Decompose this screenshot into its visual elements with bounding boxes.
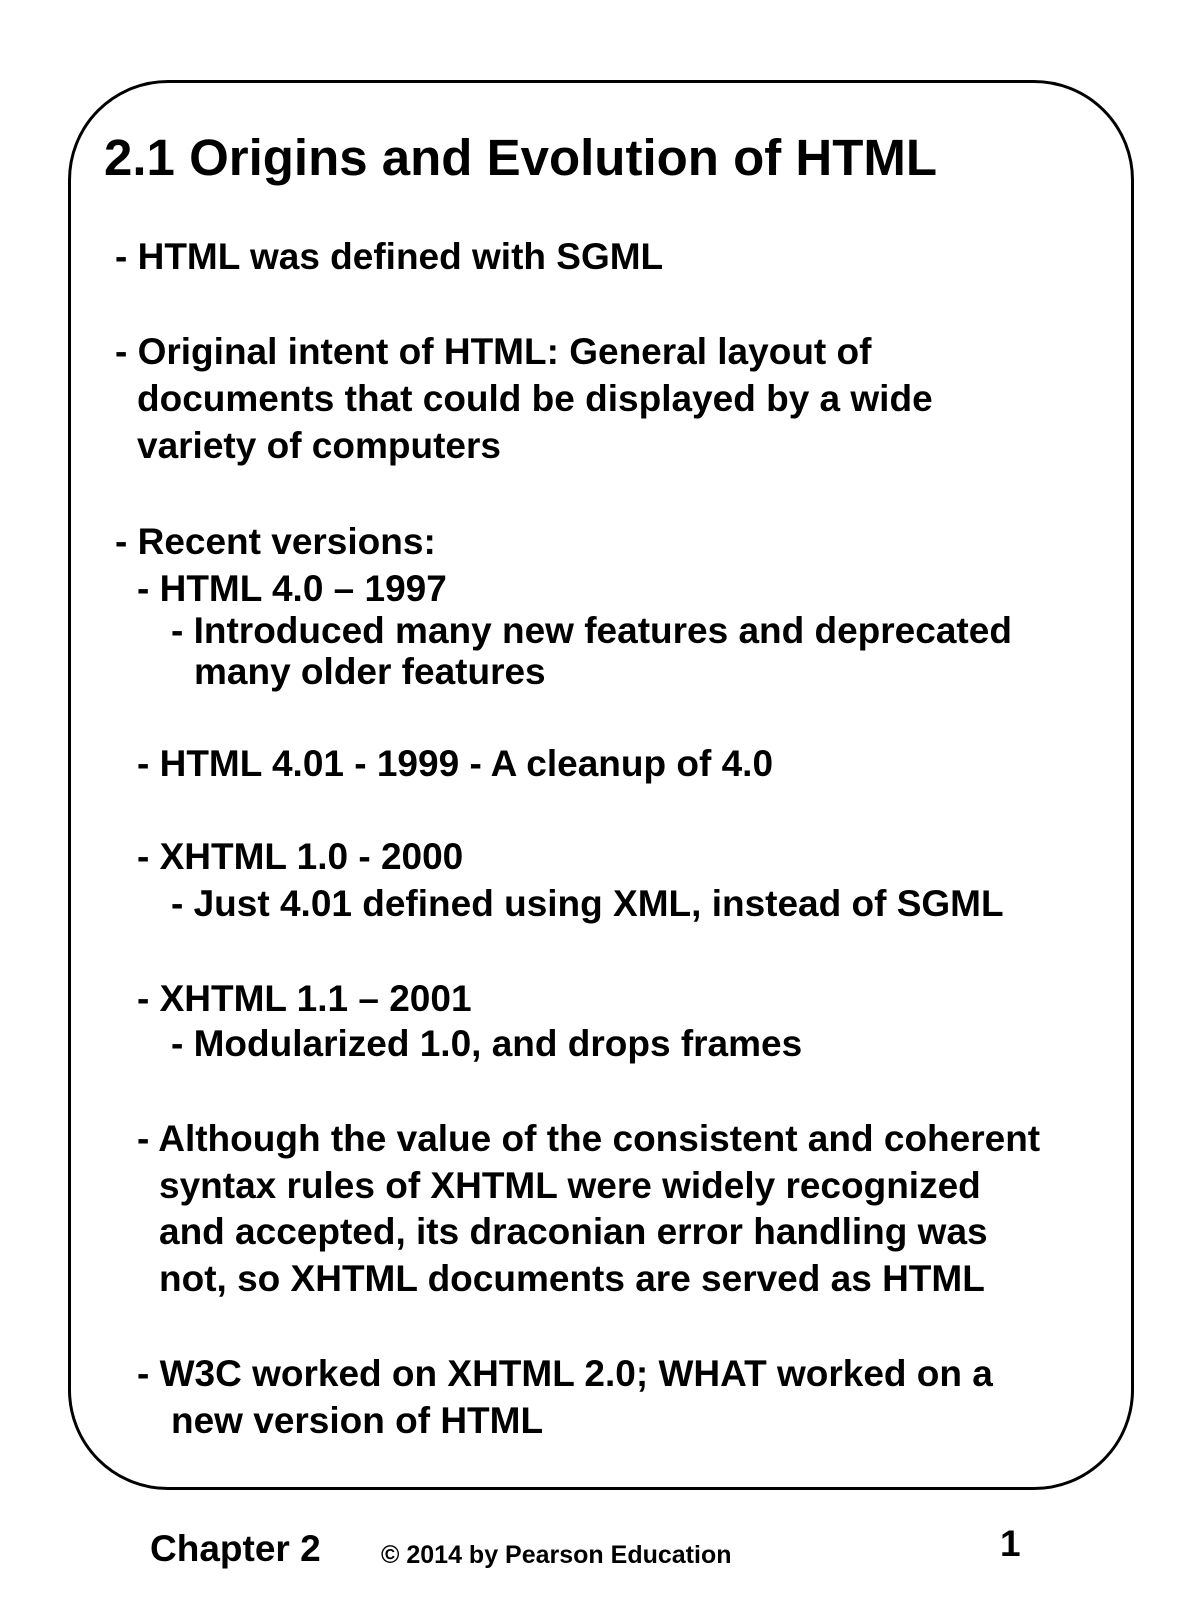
bullet-line: - Original intent of HTML: General layout of: [115, 331, 872, 372]
bullet-line: - W3C worked on XHTML 2.0; WHAT worked on a: [137, 1353, 993, 1394]
slide-title: 2.1 Origins and Evolution of HTML: [104, 129, 938, 186]
footer-chapter: Chapter 2: [150, 1528, 321, 1569]
bullet-line: - HTML 4.0 – 1997: [137, 568, 447, 609]
bullet-line: - XHTML 1.1 – 2001: [137, 978, 472, 1019]
bullet-line: - XHTML 1.0 - 2000: [137, 836, 464, 877]
footer-page-number: 1: [1000, 1523, 1021, 1564]
bullet-line: - Although the value of the consistent and coherent: [137, 1118, 1041, 1159]
bullet-line: - Just 4.01 defined using XML, instead of SGML: [171, 883, 1004, 924]
bullet-line: documents that could be displayed by a wide: [137, 378, 933, 419]
bullet-line: - HTML was defined with SGML: [115, 236, 664, 277]
bullet-line: - Modularized 1.0, and drops frames: [171, 1023, 803, 1064]
bullet-line: variety of computers: [137, 425, 501, 466]
bullet-line: syntax rules of XHTML were widely recognized: [159, 1165, 981, 1206]
bullet-line: not, so XHTML documents are served as HTML: [159, 1258, 985, 1299]
bullet-line: - Introduced many new features and deprecated: [171, 610, 1012, 651]
footer-copyright: © 2014 by Pearson Education: [381, 1541, 732, 1569]
bullet-line: many older features: [194, 651, 546, 692]
bullet-line: - Recent versions:: [115, 521, 436, 562]
bullet-line: - HTML 4.01 - 1999 - A cleanup of 4.0: [137, 743, 774, 784]
bullet-line: new version of HTML: [171, 1400, 544, 1441]
bullet-line: and accepted, its draconian error handling was: [159, 1211, 988, 1252]
